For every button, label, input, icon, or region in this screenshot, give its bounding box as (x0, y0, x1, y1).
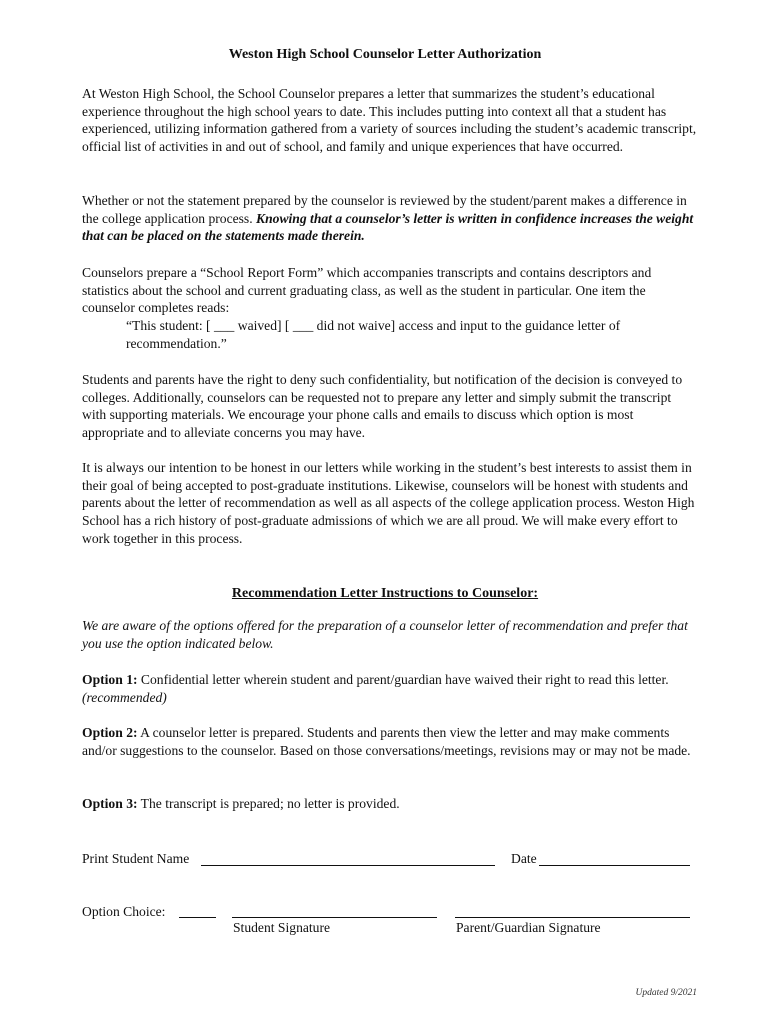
date-label: Date (511, 851, 537, 866)
student-name-label: Print Student Name (82, 851, 190, 866)
parent-signature-label: Parent/Guardian Signature (456, 920, 601, 935)
parent-signature-field[interactable] (455, 917, 690, 918)
paragraph-school-report: Counselors prepare a “School Report Form” which accompanies transcripts and contains descriptors and statistics about the school and current graduating class, as well as the student in particular. One item the counselor completes reads: (82, 265, 652, 316)
instructions-intro: We are aware of the options offered for the preparation of a counselor letter of recommendation and prefer that you use the option indicated below. (82, 618, 688, 651)
option-1-text: Confidential letter wherein student and parent/guardian have waived their right to read this letter. (137, 672, 669, 687)
paragraph-confidentiality-emphasis: Knowing that a counselor’s letter is written in confidence increases the weight that can be placed on the statements made therein. (82, 210, 694, 244)
paragraph-rights: Students and parents have the right to deny such confidentiality, but notification of the decision is conveyed to colleges. Additionally, counselors can be requested not to prepare any letter and simply submit the transcript with supporting materials. We encourage your phone calls and emails to discuss which option is most appropriate and to alleviate concerns you may have. (82, 372, 683, 441)
option-1 (82, 671, 698, 706)
document-title: Weston High School Counselor Letter Authorization (228, 47, 542, 62)
paragraph-intro: At Weston High School, the School Counselor prepares a letter that summarizes the student’s educational experience throughout the high school years to date. This includes putting into context all that a student has experienced, utilizing information gathered from a variety of sources including the student’s academic transcript, official list of activities in and out of school, and family and unique experiences that have occurred. (82, 86, 697, 155)
option-1-note: (recommended) (82, 689, 167, 705)
student-signature-field[interactable] (232, 917, 437, 918)
option-3 (82, 795, 698, 813)
option-3-label: Option 3: (82, 796, 138, 811)
instructions-heading: Recommendation Letter Instructions to Counselor: (231, 586, 539, 601)
student-signature-label: Student Signature (233, 920, 331, 935)
school-report-quote: “This student: [ ___ waived] [ ___ did not waive] access and input to the guidance letter of recommendation.” (126, 318, 621, 351)
option-2-text: A counselor letter is prepared. Students and parents then view the letter and may make comments and/or suggestions to the counselor. Based on those conversations/meetings, revisions may or may not be made. (82, 725, 691, 758)
paragraph-honesty: It is always our intention to be honest in our letters while working in the student’s best interests to assist them in their goal of being accepted to post-graduate institutions. Likewise, counselors will be honest with students and parents about the letter of recommendation as well as all aspects of the college application process. Weston High School has a rich history of post-graduate admissions of which we are all proud. We will make every effort to work together in this process. (82, 460, 695, 546)
paragraph-confidentiality (82, 192, 698, 245)
option-1-label: Option 1: (82, 672, 138, 687)
option-choice-field[interactable] (179, 917, 216, 918)
option-3-text: The transcript is prepared; no letter is provided. (137, 796, 400, 811)
paragraph-confidentiality-text: Whether or not the statement prepared by the counselor is reviewed by the student/parent makes a difference in the college application process. (82, 193, 687, 226)
option-2-label: Option 2: (82, 725, 138, 740)
option-choice-label: Option Choice: (82, 904, 166, 919)
updated-date: Updated 9/2021 (635, 988, 697, 998)
student-name-field[interactable] (201, 865, 495, 866)
option-2 (82, 724, 698, 759)
date-field[interactable] (539, 865, 690, 866)
